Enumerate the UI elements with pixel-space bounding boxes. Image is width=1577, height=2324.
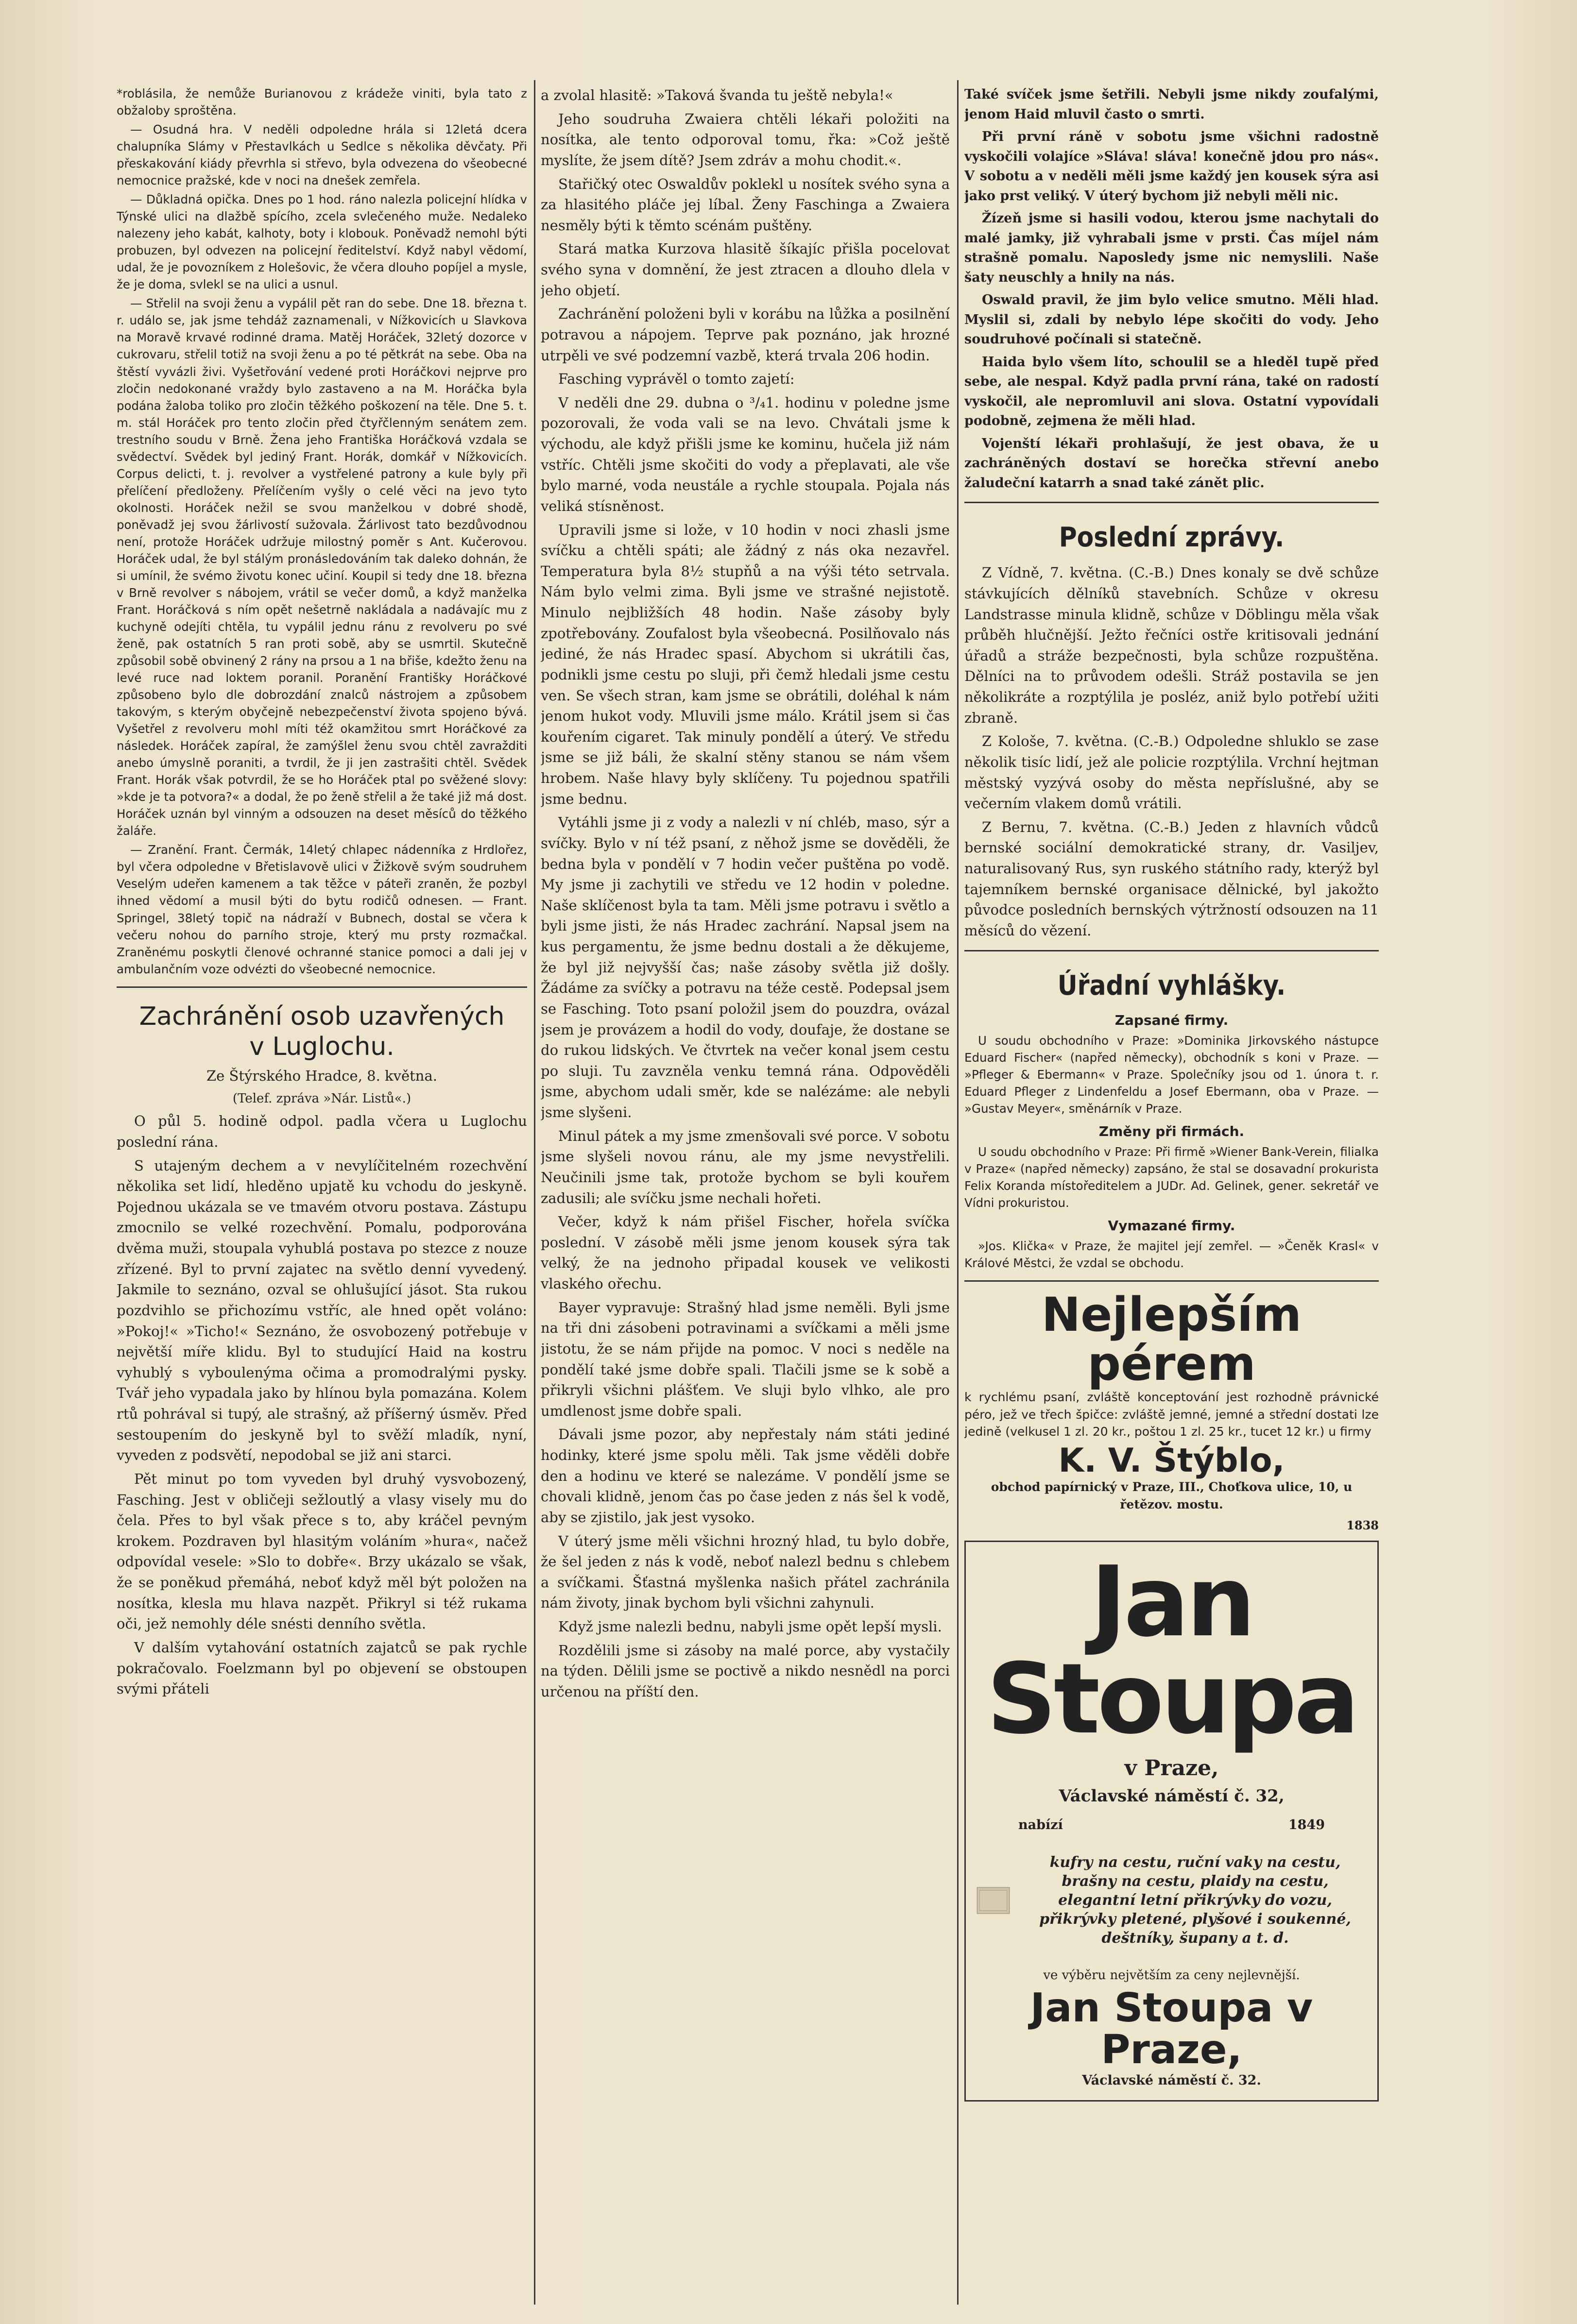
news-item: Z Kološe, 7. května. (C.-B.) Odpoledne shluklo se zase několik tisíc lidí, jež ale policie rozptýlila. Vrchní hejtman městský vyzývá osoby do města nepříslušné, aby se večerním vlakem domů vrátili. <box>964 733 1379 812</box>
ad-number: 1849 <box>1288 1817 1325 1832</box>
article-paragraph: V dalším vytahování ostatních zajatců se pak rychle pokračovalo. Foelzmann byl po objevení se obstoupen svými přáteli <box>117 1639 527 1697</box>
article-paragraph: Haida bylo všem líto, schoulil se a hleděl tupě před sebe, ale nespal. Když padla první rána, také on radostí vyskočil, ale nepromluvil ani slova. Ostatní vypovídali podobně, zejmena že měli hlad. <box>964 354 1379 428</box>
column-rule <box>534 80 535 2305</box>
ad-city: v Praze, <box>1124 1756 1219 1781</box>
article-paragraph: Dávali jsme pozor, aby nepřestaly nám státi jediné hodinky, které jsme spolu měli. Tak jsme věděli dobře den a hodinu ve které se nalezáme. V pondělí jsme se chovali klidně, jenom čas po čase jeden z nás šel k vodě, aby se zjistilo, jak jest vysoko. <box>541 1426 950 1526</box>
article-paragraph: Bayer vypravuje: Strašný hlad jsme neměli. Byli jsme na tři dni zásobeni potravinami a svíčkami a měli jsme jistotu, že se nám přijde na pomoc. V noci s neděle na pondělí také jsme dobře spali. Tlačili jsme se k sobě a přikryli všichni plášťem. Ve sluji bylo vlhko, ale pro umdlenost jsme dobře spali. <box>541 1299 950 1419</box>
stoupa-advertisement <box>964 1541 1379 2101</box>
article-paragraph: Stará matka Kurzova hlasitě šíkajíc přišla pocelovat svého syna v domnění, že jest ztracen a dlouho dlela v jeho objetí. <box>541 240 950 299</box>
ad-firm: K. V. Štýblo, <box>1058 1442 1285 1480</box>
article-headline <box>117 1001 527 1062</box>
article-paragraph: Když jsme nalezli bednu, nabyli jsme opět lepší mysli. <box>558 1618 942 1635</box>
news-heading: Poslední zprávy. <box>1059 522 1285 553</box>
section-divider <box>964 950 1379 951</box>
column-right <box>964 85 1379 2300</box>
article-ending <box>964 85 1379 493</box>
brief-paragraph: — Důkladná opička. Dnes po 1 hod. ráno nalezla policejní hlídka v Týnské ulici na dlažbě spícího, zcela svlečeného muže. Nedaleko nalezeny jeho kabát, kalhoty, boty i klobouk. Poněvadž nemohl býti probuzen, byl odvezen na policejní ředitelství. Když nabyl vědomí, udal, že je povozníkem z Holešovic, že včera dlouho popíjel a mysle, že je doma, svlekl se na ulici a usnul. <box>117 192 527 292</box>
article-paragraph: Vojenští lékaři prohlašují, že jest obava, že u zachráněných dostaví se horečka střevní anebo žaludeční katarrh a snad také zánět plic. <box>964 436 1379 491</box>
column-rule <box>957 80 959 2305</box>
changes-heading: Změny při firmách. <box>1098 1123 1245 1140</box>
article-paragraph: Stařičký otec Oswaldův poklekl u nosítek svého syna a za hlasitého pláče jej líbal. Ženy Faschinga a Zwaiera nesměly býti k těmto scénám puštěny. <box>541 175 950 234</box>
news-item: Z Bernu, 7. května. (C.-B.) Jeden z hlavních vůdců bernské sociální demokratické strany, dr. Vasiljev, naturalisovaný Rus, syn ruského státního rady, kterýž byl tajemníkem bernské organisace dělnické, byl jakožto původce posledních bernských výtržností odsouzen na 11 měsíců do vězení. <box>964 818 1379 939</box>
article-paragraph: Fasching vyprávěl o tomto zajetí: <box>558 371 795 388</box>
article-paragraph: S utajeným dechem a v nevylíčitelném rozechvění několika set lidí, hleděno upjatě ku vchodu do jeskyně. Pojednou ukázala se ve tmavém otvoru postava. Zástupu zmocnilo se velké rozechvění. Pomalu, podporována dvěma muži, stoupala vyhublá postava po stezce z nouze zřízené. Byl to první zajatec na světlo denní vyvedený. Jakmile to seznáno, ozval se ohlušující jásot. Sta rukou pozdvihlo se přichozímu vstříc, ale hned opět voláno: »Pokoj!« »Ticho!« Seznáno, že osvobozený potřebuje v největší míře klidu. Byl to studující Haid na kostru vyhublý s vyboulenýma očima a promodralými pysky. Tvář jeho vypadala jako by hlínou byla pomazána. Kolem rtů pohrával si tupý, ale strašný, až příšerný úsměv. Před sestoupením do jeskyně byl to svěží mladík, nyní, vyveden z podsvětí, nepodobal se již ani starci. <box>117 1157 527 1464</box>
article-paragraph: Upravili jsme si lože, v 10 hodin v noci zhasli jsme svíčku a chtěli spáti; ale žádný z nás oka nezavřel. Temperatura byla 8½ stupňů a na výši této setrvala. Nám bylo velmi zima. Byli jsme ve strašné nejistotě. Minulo nejbližších 48 hodin. Naše zásoby byly zpotřebovány. Zoufalost byla všeobecná. Posilňovalo nás jediné, že nás Hradec spasí. Abychom si ukrátili čas, podnikli jsme cestu po sluji, při čemž hledali jsme cestu ven. Se všech stran, kam jsme se obrátili, doléhal k nám jenom hukot vody. Mluvili jsme málo. Krátil jsem si čas kouřením cigaret. Tak minuly pondělí a úterý. Ve středu jsme se již báli, že skalní stěny stanou se nám všem hrobem. Naše hlavy byly sklíčeny. Tu pojednou spatřili jsme bednu. <box>541 521 950 807</box>
article-paragraph: Jeho soudruha Zwaiera chtěli lékaři položiti na nosítka, ale tento odporoval tomu, řka: »Což ještě myslíte, že jsem dítě? Jsem zdráv a mohu chodit.«. <box>541 110 950 169</box>
firms-heading: Zapsané firmy. <box>1114 1012 1229 1028</box>
article-paragraph: Rozdělili jsme si zásoby na malé porce, aby vystačily na týden. Dělili jsme se poctivě a nikdo nesnědl na porci určenou na příští den. <box>541 1642 950 1700</box>
ad-text: k rychlému psaní, zvláště konceptování jest rozhodně právnické péro, jež ve třech špičce: zvláště jemné, jemné a střední dostati lze jedině (velkusel 1 zl. 20 kr., poštou 1 zl. 25 kr., tucet 12 kr.) u firmy <box>964 1390 1379 1439</box>
article-paragraph: Při první ráně v sobotu jsme všichni radostně vyskočili volajíce »Sláva! sláva! konečně jdou pro nás«. V sobotu a v neděli měli jsme každý jen kousek sýra asi jako prst veliký. V úterý bychom již nebyli měli nic. <box>964 129 1379 204</box>
article-paragraph: Vytáhli jsme ji z vody a nalezli v ní chléb, maso, sýr a svíčky. Bylo v ní též psaní, z něhož jsme se dověděli, že bedna byla v pondělí v 7 hodin večer puštěna po vodě. My jsme ji zachytili ve středu ve 12 hodin v poledne. Naše sklíčenost byla ta tam. Měli jsme potravu i světlo a byli jsme jisti, že nás Hradec zachrání. Napsal jsem na kus pergamentu, že jsme bednu dostali a že děkujeme, že byl již nejvyšší čas; naše zásoby světla již došly. Žádáme za svíčky a potravu na téže cestě. Podepsal jsem se Fasching. Toto psaní položil jsem do pouzdra, ovázal jsem je provázem a hodil do vody, doufaje, že dostane se do rukou lidských. Ve čtvrtek na večer konal jsem cestu po sluji. Tu zavzněla venku temná rána. Odpověděli jsme, abychom udali směr, kde se nalézáme: ale nebyli jsme slyšeni. <box>541 814 950 1120</box>
ad-title: Nejlepším pérem <box>1041 1288 1302 1391</box>
brief-paragraph: — Střelil na svoji ženu a vypálil pět ran do sebe. Dne 18. března t. r. událo se, jak jsme tehdáž zaznamenali, v Nížkovicích u Slavkova na Moravě krvavé rodinné drama. Matěj Horáček, 32letý dozorce v cukrovaru, střelil totiž na svoji ženu a po té pětkrát na sebe. Oba na štěstí vyvázli živi. Vyšetřování vedené proti Horáčkovi nejprve pro zločin nedokonané vraždy bylo zastaveno a na M. Horáčka byla podána žaloba toliko pro zločin těžkého poškození na těle. Dne 5. t. m. stál Horáček pro tento zločin před čtyřčlenným senátem zem. trestního soudu v Brně. Žena jeho Františka Horáčková vzdala se svědectví. Svědek byl jediný Frant. Horák, domkář v Nížkovicích. Corpus delicti, t. j. revolver a vystřelené patrony a kule byly při přelíčení předloženy. Přelíčením vyšly o celé věci na jevo tyto okolnosti. Horáček nežil se svou manželkou v dobré shodě, poněvadž jej svou žárlivostí sužovala. Žárlivost tato bezdůvodnou není, protože Horáček udržuje milostný poměr s Ant. Kučerovou. Horáček udal, že byl stálým pronásledováním tak daleko dohnán, že si umínil, že svémo životu konec učiní. Koupil si tedy dne 18. března v Brně revolver s nábojem, vrátil se večer domů, a když manželka Frant. Horáčková s ním opět nešetrně nakládala a nadávajíc mu z kuchyně odejíti chtěla, tu vypálil jednu ránu z revolveru po své ženě, pak ostatních 5 ran proti sobě, aby se usmrtil. Skutečně způsobil sobě obvinený 2 rány na prsou a 1 na břiše, kdežto ženu na levé ruce nad loktem poranil. Poranění Františky Horáčkové způsobeno bylo dle dobrozdání znalců nástrojem a způsobem takovým, s kterým obyčejně nebezpečenství života spojeno bývá. Vyšetřel z revolveru mohl míti též okamžitou smrt Horáčkové za následek. Horáček zapíral, že zamýšlel ženu svou chtěl zavražditi anebo úmyslně poraniti, a tvrdil, že ji jen zastrašiti chtěl. Svědek Frant. Horák však potvrdil, že se ho Horáček ptal po svěžené slovy: »kde je ta potvora?« a dodal, že po ženě střelil a že také již má dost. Horáček uznán byl vinným a odsouzen na deset měsíců do těžkého žaláře. <box>117 296 527 838</box>
news-item: Z Vídně, 7. května. (C.-B.) Dnes konaly se dvě schůze stávkujících dělníků stavebních. Schůze v okresu Landstrasse minula klidně, schůze v Döblingu měla však průběh hlučnější. Ježto řečníci ostře kritisovali jednání úřadů a stráže bezpečnosti, byla schůze rozpuštěna. Dělníci na to průvodem odešli. Stráž postavila se jen několikráte a rozptýlila je posléz, aniž bylo potřebí užiti zbraně. <box>964 564 1379 726</box>
ad-address: obchod papírnický v Praze, III., Choťkova ulice, 10, u řetězov. mostu. <box>991 1479 1353 1512</box>
article-paragraph: Večer, když k nám přišel Fischer, hořela svíčka poslední. V zásobě měli jsme jenom kousek sýra tak velký, že na jednoho připadal kousek ve velikosti vlaského ořechu. <box>541 1213 950 1292</box>
brief-paragraph: *roblásila, že nemůže Burianovou z krádeže viniti, byla tato z obžaloby sproštěna. <box>117 86 527 118</box>
deleted-text: »Jos. Klička« v Praze, že majitel její zemřel. — »Čeněk Krasl« v Králové Městci, že vzdal se obchodu. <box>964 1239 1379 1271</box>
section-divider <box>964 502 1379 503</box>
headline-line: Zachránění osob uzavřených <box>139 1001 505 1031</box>
article-paragraph: Pět minut po tom vyveden byl druhý vysvobozený, Fasching. Jest v obličeji sežloutlý a vlasy visely mu do čela. Přes to byl však přece s to, aby kráčel pevným krokem. Pozdraven byl hlasitým voláním »hura«, načež odpovídal vesele: »Slo to dobře«. Brzy ukázalo se však, že se poněkud přemáhá, neboť když měl být položen na nosítka, klesla mu hlava nazpět. Přikryl si též rukama oči, jež nemohly déle snésti denního světla. <box>117 1470 527 1632</box>
column-left <box>117 85 527 2300</box>
ad-address: Václavské náměstí č. 32, <box>1059 1786 1285 1806</box>
ad-footer-name: Jan Stoupa v Praze, <box>1030 1985 1313 2073</box>
ad-footer-address: Václavské náměstí č. 32. <box>1082 2073 1261 2088</box>
ad-name: Jan Stoupa <box>986 1545 1357 1756</box>
ad-illustration <box>975 1840 1012 1961</box>
dateline: Ze Štýrského Hradce, 8. května. <box>206 1068 437 1085</box>
headline-line: v Luglochu. <box>249 1032 394 1062</box>
article-paragraph: Zachránění položeni byli v korábu na lůžka a posilnění potravou a nápojem. Teprve pak poznáno, jak hrozné utrpěli ve své podzemní vazbě, která trvala 206 hodin. <box>541 305 950 364</box>
changes-text: U soudu obchodního v Praze: Při firmě »Wiener Bank-Verein, filialka v Praze« (napřed německy) zapsáno, že stal se dosavadní prokurista Felix Koranda místoředitelem a JUDr. Ad. Gelinek, gener. sekretář ve Vídni prokuristou. <box>964 1145 1379 1210</box>
ad-items: kufry na cestu, ruční vaky na cestu, brašny na cestu, plaidy na cestu, elegantní letní přikrývky do vozu, přikrývky pletené, plyšové i soukenné, deštníky, šupany a t. d. <box>1039 1854 1351 1947</box>
article-paragraph: O půl 5. hodině odpol. padla včera u Luglochu poslední rána. <box>117 1113 527 1150</box>
column-middle <box>541 85 950 2300</box>
brief-paragraph: — Zranění. Frant. Čermák, 14letý chlapec nádenníka z Hrdlořez, byl včera odpoledne v Břetislavově ulici v Žižkově svým soudruhem Veselým udeřen kamenem a tak těžce v páteři zraněn, že pozbyl ihned vědomí a musil býti do bytu rodičů odnesen. — Frant. Springel, 38letý topič na nádraží v Bubnech, dostal se včera k večeru nohou do parního stroje, který mu prsty rozmačkal. Zraněnému poskytli členové ochranné stanice pomoci a dali jej v ambulančním voze odvézti do všeobecné nemocnice. <box>117 843 527 976</box>
article-paragraph: Oswald pravil, že jim bylo velice smutno. Měli hlad. Myslil si, zdali by nebylo lépe skočiti do vody. Jeho soudruhové počínali si statečně. <box>964 292 1379 347</box>
telegram-note: (Telef. zpráva »Nár. Listů«.) <box>232 1091 411 1106</box>
ad-selection: ve výběru největším za ceny nejlevnější. <box>1043 1968 1300 1983</box>
ad-number: 1838 <box>1346 1518 1379 1533</box>
article-paragraph: V úterý jsme měli všichni hrozný hlad, tu bylo dobře, že šel jeden z nás k vodě, neboť nalezl bednu s chlebem a svíčkami. Šťastná myšlenka našich přátel zachránila nám životy, jinak bychom byli všichni zahynuli. <box>541 1532 950 1612</box>
pen-advertisement <box>964 1290 1379 1534</box>
article-paragraph: Žízeň jsme si hasili vodou, kterou jsme nachytali do malé jamky, již vyhrabali jsme v prsti. Čas míjel nám strašně pomalu. Naposledy jsme nic nemyslili. Naše šaty neuschly a hnily na nás. <box>964 211 1379 285</box>
article-paragraph: V neděli dne 29. dubna o ³/₄1. hodinu v poledne jsme pozorovali, že voda vali se na levo. Chvátali jsme k východu, ale když přišli jsme ke kominu, hučela již nám vstříc. Chtěli jsme skočiti do vody a přeplavati, ale vše bylo marné, voda neustále a rychle stoupala. Pojala nás veliká stísněnost. <box>541 394 950 514</box>
ad-offers: nabízí <box>1018 1817 1063 1832</box>
firms-text: U soudu obchodního v Praze: »Dominika Jirkovského nástupce Eduard Fischer« (napřed německy), obchodník s koni v Praze. — »Pfleger & Ebermann« v Praze. Společníky jsou od 1. února t. r. Eduard Pfleger z Lindenfeldu a Josef Ebermann, oba v Praze. — »Gustav Meyer«, směnárník v Praze. <box>964 1033 1379 1116</box>
deleted-heading: Vymazané firmy. <box>1108 1218 1235 1234</box>
police-briefs <box>117 85 527 978</box>
article-paragraph: Také svíček jsme šetřili. Nebyli jsme nikdy zoufalými, jenom Haid mluvil často o smrti. <box>964 87 1379 122</box>
article-paragraph: Minul pátek a my jsme zmenšovali své porce. V sobotu jsme slyšeli novou ránu, ale my jsme nevystřelili. Neučinili jsme tak, protože bychom se byli kouřem zadusili; ale svíčku jsme nechali hořeti. <box>541 1127 950 1206</box>
section-divider <box>117 986 527 988</box>
section-divider <box>964 1280 1379 1282</box>
official-heading: Úřadní vyhlášky. <box>1057 969 1286 1001</box>
brief-paragraph: — Osudná hra. V neděli odpoledne hrála si 12letá dcera chalupníka Slámy v Přestavlkách u Sedlce s několika děvčaty. Při přeskakování kiády převrhla si střevo, byla odvezena do všeobecné nemocnice pražské, kde v noci na dnešek zemřela. <box>117 122 527 188</box>
article-paragraph: a zvolal hlasitě: »Taková švanda tu ještě nebyla!« <box>541 87 893 103</box>
